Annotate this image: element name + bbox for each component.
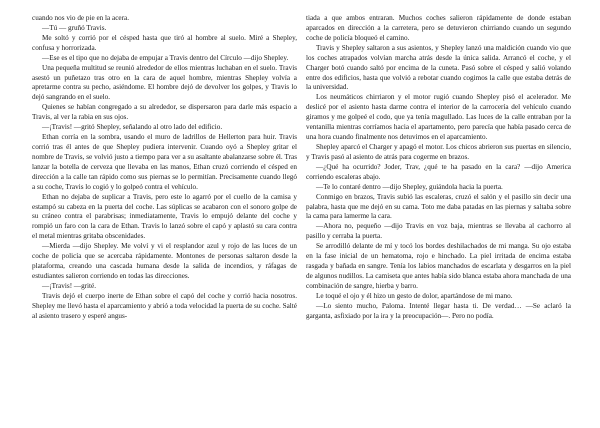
paragraph: Una pequeña multitud se reunió alrededor de ellos mientras luchaban en el suelo. Travis asestó un puñetazo tras otro en la cara de aquel hombre, mientras Shepley volvía a apretarme contra su pecho, asiéndome. El hombre dejó de devolver los golpes, y Travis lo dejó sangrando en el suelo. xyxy=(32,63,297,102)
paragraph: Ethan no dejaba de suplicar a Travis, pero este lo agarró por el cuello de la camisa y estampó su cabeza en la puerta del coche. Las súplicas se acabaron con el sonoro golpe de su cráneo contra el parabrisas; inmediatamente, Travis lo empujó delante del coche y rompió un faro con la cara de Ethan. Travis lo lanzó sobre el capó y aplastó su cara contra el metal mientras gritaba obscenidades. xyxy=(32,192,297,241)
paragraph: Travis dejó el cuerpo inerte de Ethan sobre el capó del coche y corrió hacia nosotros. Shepley me llevó hasta el aparcamiento y abrió a toda velocidad la puerta de su coche. Salté al asiento trasero y esperé angus- xyxy=(32,291,297,320)
paragraph: —Ese es el tipo que no dejaba de empujar a Travis dentro del Círculo —dijo Shepley. xyxy=(42,53,289,62)
paragraph: —Ahora no, pequeño —dijo Travis en voz baja, mientras se llevaba al cachorro al pasillo y cerraba la puerta. xyxy=(306,222,571,241)
paragraph: —Lo siento mucho, Paloma. Intenté llegar hasta ti. De verdad… —Se aclaró la garganta, asfixiado por la ira y la preocupación—. Pero no podía. xyxy=(306,301,571,320)
paragraph: Shepley aparcó el Charger y apagó el motor. Los chicos abrieron sus puertas en silencio, y Travis pasó al asiento de atrás para cogerme en brazos. xyxy=(306,142,571,161)
paragraph: Ethan corría en la sombra, usando el muro de ladrillos de Hellerton para huir. Travis corrió tras él antes de que Shepley pudiera intervenir. Cuando oyó a Shepley gritar el nombre de Travis, se volvió justo a tiempo para ver a su asaltante abalanzarse sobre él. Tras lanzar la botella de cerveza que llevaba en las manos, Ethan cruzó corriendo el césped en dirección a la calle tan rápido como sus piernas se lo permitían. Precisamente cuando llegó a su coche, Travis lo cogió y lo golpeó contra el vehículo. xyxy=(32,133,297,191)
paragraph: Me soltó y corrió por el césped hasta que tiró al hombre al suelo. Miré a Shepley, confusa y horrorizada. xyxy=(32,33,297,52)
paragraph: —¿Qué ha ocurrido? Joder, Trav, ¿qué te ha pasado en la cara? —dijo America corriendo escaleras abajo. xyxy=(306,162,571,181)
right-page xyxy=(306,14,571,322)
paragraph: —Mierda —dijo Shepley. Me volví y vi el resplandor azul y rojo de las luces de un coche de policía que se acercaba rápidamente. Montones de personas saltaron desde la plataforma, creando una cascada humana desde la salida de incendios, y ráfagas de estudiantes salieron corriendo en todas las direcciones. xyxy=(32,242,297,280)
paragraph: Le toqué el ojo y él hizo un gesto de dolor, apartándose de mi mano. xyxy=(316,291,513,300)
paragraph: cuando nos vio de pie en la acera. xyxy=(32,14,129,22)
paragraph: Se arrodilló delante de mí y tocó los bordes deshilachados de mi manga. Su ojo estaba en la fase inicial de un hematoma, rojo e hinchado. La piel irritada de encima estaba rasgada y bañada en sangre. Tenía los labios manchados de escarlata y desgarros en la piel de algunos nudillos. La camiseta que antes había sido blanca estaba ahora manchada de una combinación de sangre, hierba y barro. xyxy=(306,242,571,290)
paragraph: —¡Travis! —grité. xyxy=(42,281,97,290)
paragraph: —¡Travis! —gritó Shepley, señalando al otro lado del edificio. xyxy=(42,123,223,132)
paragraph: Conmigo en brazos, Travis subió las escaleras, cruzó el salón y el pasillo sin decir una palabra, hasta que me dejó en su cama. Toto me daba patadas en las piernas y saltaba sobre la cama para lamerme la cara. xyxy=(306,192,571,221)
paragraph: —Te lo contaré dentro —dijo Shepley, guiándola hacia la puerta. xyxy=(316,182,503,191)
paragraph: —Tú — gruñó Travis. xyxy=(42,23,107,32)
paragraph: Travis y Shepley saltaron a sus asientos, y Shepley lanzó una maldición cuando vio que los coches atrapados volvían marcha atrás desde la única salida. Arrancó el coche, y el Charger botó cuando saltó por encima de la cuneta. Pasó sobre el césped y salió volando entre dos edificios, hasta que volvió a rebotar cuando cogimos la calle que estaba detrás de la universidad. xyxy=(306,43,571,92)
paragraph: Quienes se habían congregado a su alrededor, se dispersaron para darle más espacio a Travis, al ver la rabia en sus ojos. xyxy=(32,103,297,122)
paragraph: Los neumáticos chirriaron y el motor rugió cuando Shepley pisó el acelerador. Me deslicé por el asiento hasta darme contra el interior de la carrocería del vehículo cuando giramos y me golpeé el codo, que ya tenía magullado. Las luces de la calle entraban por la ventanilla mientras corríamos hacia el apartamento, pero parecía que había pasado cerca de una hora cuando finalmente nos detuvimos en el aparcamiento. xyxy=(306,93,571,142)
paragraph: tiada a que ambos entraran. Muchos coches salieron rápidamente de donde estaban aparcados en dirección a la carretera, pero se detuvieron chirriando cuando un segundo coche de policía bloqueó el camino. xyxy=(306,14,571,42)
left-page xyxy=(32,14,297,322)
